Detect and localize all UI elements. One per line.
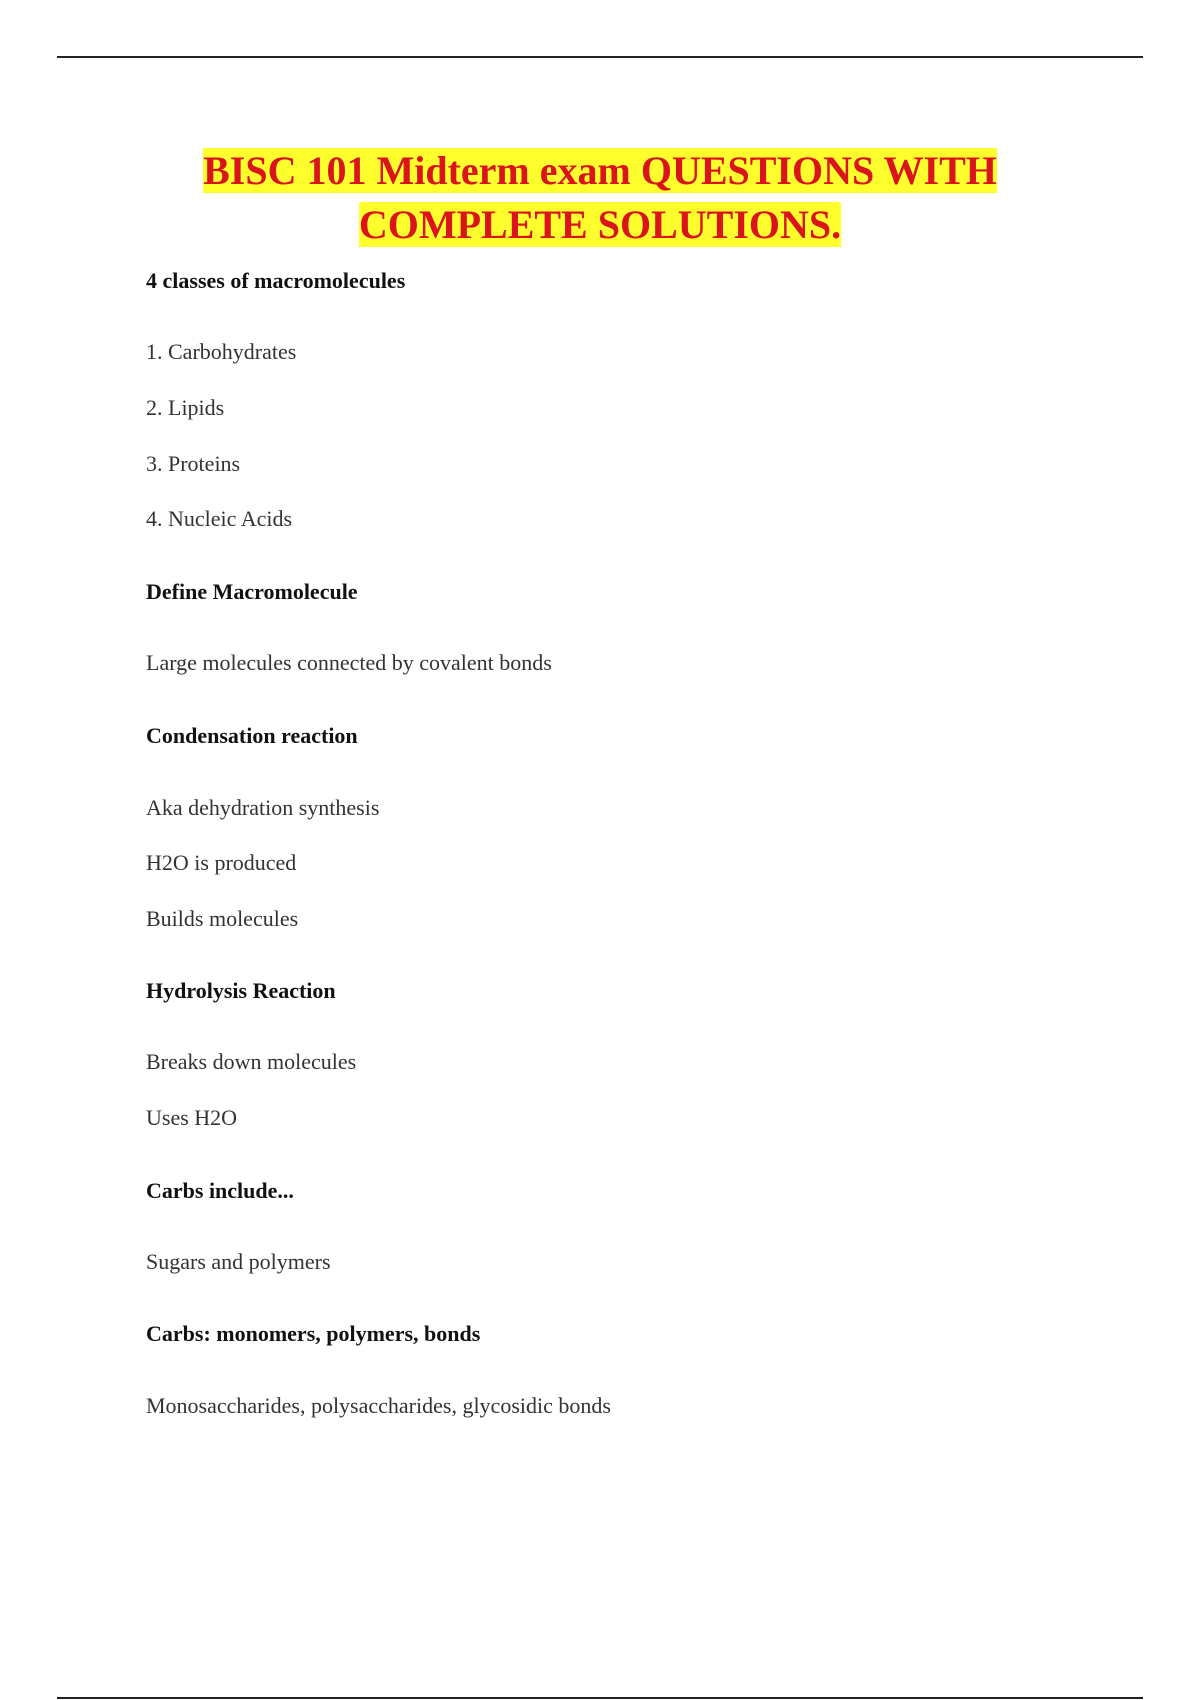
answer-line: Uses H2O: [146, 1105, 238, 1130]
answer-line: Large molecules connected by covalent bonds: [146, 650, 552, 675]
answer-line: Sugars and polymers: [146, 1249, 331, 1274]
title-line-2: COMPLETE SOLUTIONS.: [358, 202, 842, 247]
question-heading: 4 classes of macromolecules: [146, 268, 406, 293]
question-heading: Hydrolysis Reaction: [146, 978, 336, 1003]
answer-line: 3. Proteins: [146, 451, 241, 476]
answer-line: 4. Nucleic Acids: [146, 506, 293, 531]
answer-line: Aka dehydration synthesis: [146, 795, 380, 820]
top-rule: [57, 56, 1143, 58]
question-heading: Carbs: monomers, polymers, bonds: [146, 1321, 481, 1346]
question-heading: Define Macromolecule: [146, 579, 358, 604]
answer-line: 1. Carbohydrates: [146, 339, 297, 364]
answer-line: Builds molecules: [146, 906, 299, 931]
answer-line: Breaks down molecules: [146, 1049, 357, 1074]
question-heading: Carbs include...: [146, 1178, 294, 1203]
document-title: [0, 144, 1200, 252]
answer-line: 2. Lipids: [146, 395, 225, 420]
answer-line: H2O is produced: [146, 850, 297, 875]
answer-line: Monosaccharides, polysaccharides, glycosidic bonds: [146, 1393, 611, 1418]
question-heading: Condensation reaction: [146, 723, 358, 748]
title-line-1: BISC 101 Midterm exam QUESTIONS WITH: [203, 148, 997, 193]
bottom-rule: [57, 1697, 1143, 1699]
